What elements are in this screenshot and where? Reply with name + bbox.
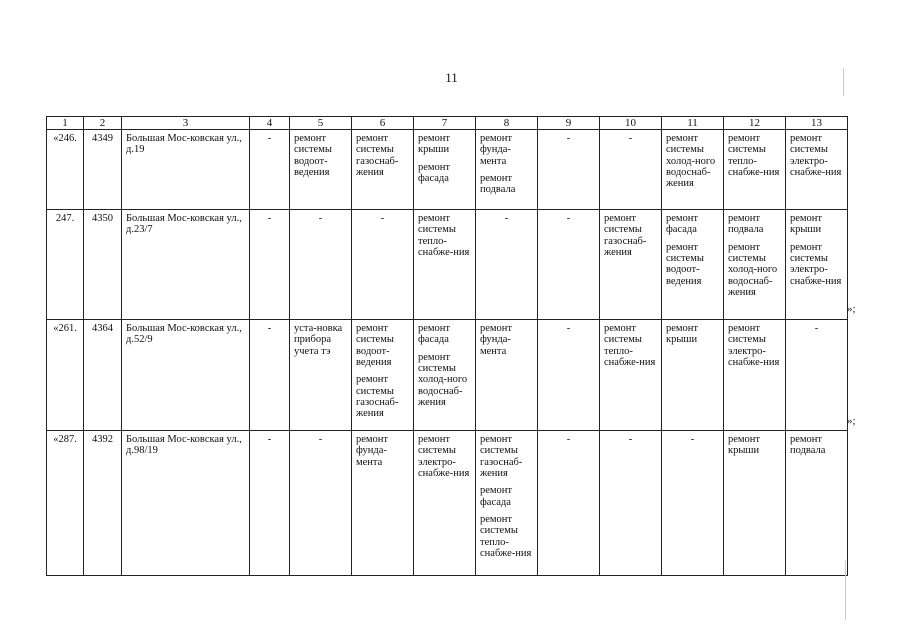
work-cell bbox=[290, 130, 352, 210]
work-cell bbox=[250, 130, 290, 210]
column-header: 10 bbox=[600, 117, 662, 130]
work-cell bbox=[786, 130, 848, 210]
column-header: 3 bbox=[122, 117, 250, 130]
table-row bbox=[47, 130, 848, 210]
work-entry: - bbox=[628, 133, 633, 144]
work-entry: - bbox=[318, 213, 323, 224]
work-entry: ремонт системы тепло-снабже-ния bbox=[728, 133, 780, 178]
building-code: 4392 bbox=[84, 431, 122, 576]
column-header: 2 bbox=[84, 117, 122, 130]
work-cell bbox=[786, 431, 848, 576]
column-header: 1 bbox=[47, 117, 84, 130]
row-number: «287. bbox=[47, 431, 84, 576]
work-cell bbox=[414, 210, 476, 320]
work-entry: - bbox=[267, 434, 272, 445]
work-entry: - bbox=[814, 323, 819, 334]
work-cell bbox=[476, 431, 538, 576]
table-header-row bbox=[47, 117, 848, 130]
work-cell bbox=[250, 431, 290, 576]
address-cell: Большая Мос-ковская ул., д.98/19 bbox=[122, 431, 250, 576]
page-number: 11 bbox=[445, 70, 458, 85]
work-entry: ремонт фасада bbox=[418, 161, 451, 184]
work-entry: ремонт системы холод-ного водоснаб-жения bbox=[418, 351, 468, 408]
column-header: 7 bbox=[414, 117, 476, 130]
work-entry: - bbox=[566, 213, 571, 224]
work-entry: ремонт подвала bbox=[728, 213, 764, 236]
work-cell bbox=[538, 431, 600, 576]
work-cell bbox=[250, 210, 290, 320]
address-cell: Большая Мос-ковская ул., д.19 bbox=[122, 130, 250, 210]
work-entry: ремонт системы газоснаб-жения bbox=[480, 434, 523, 479]
work-entry: - bbox=[267, 323, 272, 334]
work-cell bbox=[250, 320, 290, 431]
work-cell bbox=[662, 320, 724, 431]
work-cell bbox=[352, 210, 414, 320]
work-cell bbox=[290, 210, 352, 320]
work-entry: ремонт системы водоот-ведения bbox=[666, 241, 704, 287]
work-cell bbox=[476, 130, 538, 210]
work-entry: ремонт фунда-мента bbox=[480, 133, 513, 167]
work-entry: - bbox=[628, 434, 633, 445]
work-entry: ремонт крыши bbox=[418, 133, 451, 156]
work-entry: - bbox=[318, 434, 323, 445]
work-entry: ремонт подвала bbox=[790, 434, 826, 457]
work-cell bbox=[414, 130, 476, 210]
work-cell bbox=[724, 431, 786, 576]
work-cell bbox=[352, 431, 414, 576]
work-cell bbox=[476, 320, 538, 431]
work-entry: ремонт системы газоснаб-жения bbox=[356, 133, 399, 178]
work-cell bbox=[786, 320, 848, 431]
work-entry: - bbox=[267, 133, 272, 144]
work-entry: ремонт фунда-мента bbox=[480, 323, 513, 357]
work-cell bbox=[724, 210, 786, 320]
work-cell bbox=[538, 320, 600, 431]
table-row bbox=[47, 320, 848, 431]
work-cell bbox=[600, 130, 662, 210]
work-entry: ремонт фасада bbox=[418, 323, 451, 346]
work-entry: ремонт системы тепло-снабже-ния bbox=[604, 323, 656, 368]
table-row bbox=[47, 210, 848, 320]
table-row bbox=[47, 431, 848, 576]
column-header: 12 bbox=[724, 117, 786, 130]
work-entry: - bbox=[380, 213, 385, 224]
work-cell bbox=[352, 320, 414, 431]
work-cell bbox=[352, 130, 414, 210]
work-cell bbox=[724, 130, 786, 210]
work-entry: ремонт фасада bbox=[480, 485, 513, 508]
work-entry: уста-новка прибора учета тэ bbox=[294, 323, 343, 357]
column-header: 6 bbox=[352, 117, 414, 130]
column-header: 4 bbox=[250, 117, 290, 130]
row-end-suffix: »; bbox=[847, 415, 856, 427]
work-entry: ремонт системы тепло-снабже-ния bbox=[480, 513, 532, 559]
work-cell bbox=[662, 431, 724, 576]
work-entry: - bbox=[504, 213, 509, 224]
work-entry: ремонт подвала bbox=[480, 172, 516, 196]
building-code: 4350 bbox=[84, 210, 122, 320]
building-code: 4364 bbox=[84, 320, 122, 431]
work-entry: ремонт системы электро-снабже-ния bbox=[418, 434, 470, 479]
column-header: 5 bbox=[290, 117, 352, 130]
work-entry: ремонт системы холод-ного водоснаб-жения bbox=[666, 133, 716, 190]
work-cell bbox=[414, 320, 476, 431]
work-cell bbox=[414, 431, 476, 576]
building-code: 4349 bbox=[84, 130, 122, 210]
work-cell bbox=[662, 130, 724, 210]
column-header: 11 bbox=[662, 117, 724, 130]
work-entry: - bbox=[566, 323, 571, 334]
work-entry: ремонт системы холод-ного водоснаб-жения bbox=[728, 241, 778, 298]
work-cell bbox=[786, 210, 848, 320]
work-entry: ремонт системы электро-снабже-ния bbox=[790, 133, 842, 178]
work-cell bbox=[724, 320, 786, 431]
row-end-suffix: »; bbox=[847, 303, 856, 315]
work-entry: ремонт системы электро-снабже-ния bbox=[728, 323, 780, 368]
work-entry: - bbox=[267, 213, 272, 224]
work-cell bbox=[662, 210, 724, 320]
work-entry: ремонт крыши bbox=[666, 323, 699, 346]
work-cell bbox=[600, 210, 662, 320]
work-entry: ремонт системы газоснаб-жения bbox=[604, 213, 647, 258]
work-cell bbox=[476, 210, 538, 320]
column-header: 8 bbox=[476, 117, 538, 130]
scan-margin-mark bbox=[845, 560, 846, 620]
row-number: «246. bbox=[47, 130, 84, 210]
work-cell bbox=[290, 431, 352, 576]
work-entry: - bbox=[566, 434, 571, 445]
work-entry: - bbox=[690, 434, 695, 445]
repair-schedule-table bbox=[46, 116, 848, 576]
work-entry: ремонт системы водоот-ведения bbox=[356, 323, 394, 368]
column-header: 9 bbox=[538, 117, 600, 130]
work-entry: ремонт системы газоснаб-жения bbox=[356, 374, 399, 420]
work-cell bbox=[290, 320, 352, 431]
work-cell bbox=[600, 320, 662, 431]
work-entry: ремонт фунда-мента bbox=[356, 434, 389, 468]
column-header: 13 bbox=[786, 117, 848, 130]
work-entry: ремонт крыши bbox=[728, 434, 761, 457]
work-cell bbox=[538, 210, 600, 320]
work-entry: ремонт фасада bbox=[666, 213, 699, 236]
row-number: «261. bbox=[47, 320, 84, 431]
scan-margin-mark bbox=[843, 68, 844, 96]
address-cell: Большая Мос-ковская ул., д.52/9 bbox=[122, 320, 250, 431]
work-entry: ремонт системы тепло-снабже-ния bbox=[418, 213, 470, 258]
work-cell bbox=[600, 431, 662, 576]
work-entry: - bbox=[566, 133, 571, 144]
work-entry: ремонт крыши bbox=[790, 213, 823, 236]
row-number: 247. bbox=[47, 210, 84, 320]
work-entry: ремонт системы электро-снабже-ния bbox=[790, 241, 842, 287]
work-cell bbox=[538, 130, 600, 210]
work-entry: ремонт системы водоот-ведения bbox=[294, 133, 332, 178]
address-cell: Большая Мос-ковская ул., д.23/7 bbox=[122, 210, 250, 320]
